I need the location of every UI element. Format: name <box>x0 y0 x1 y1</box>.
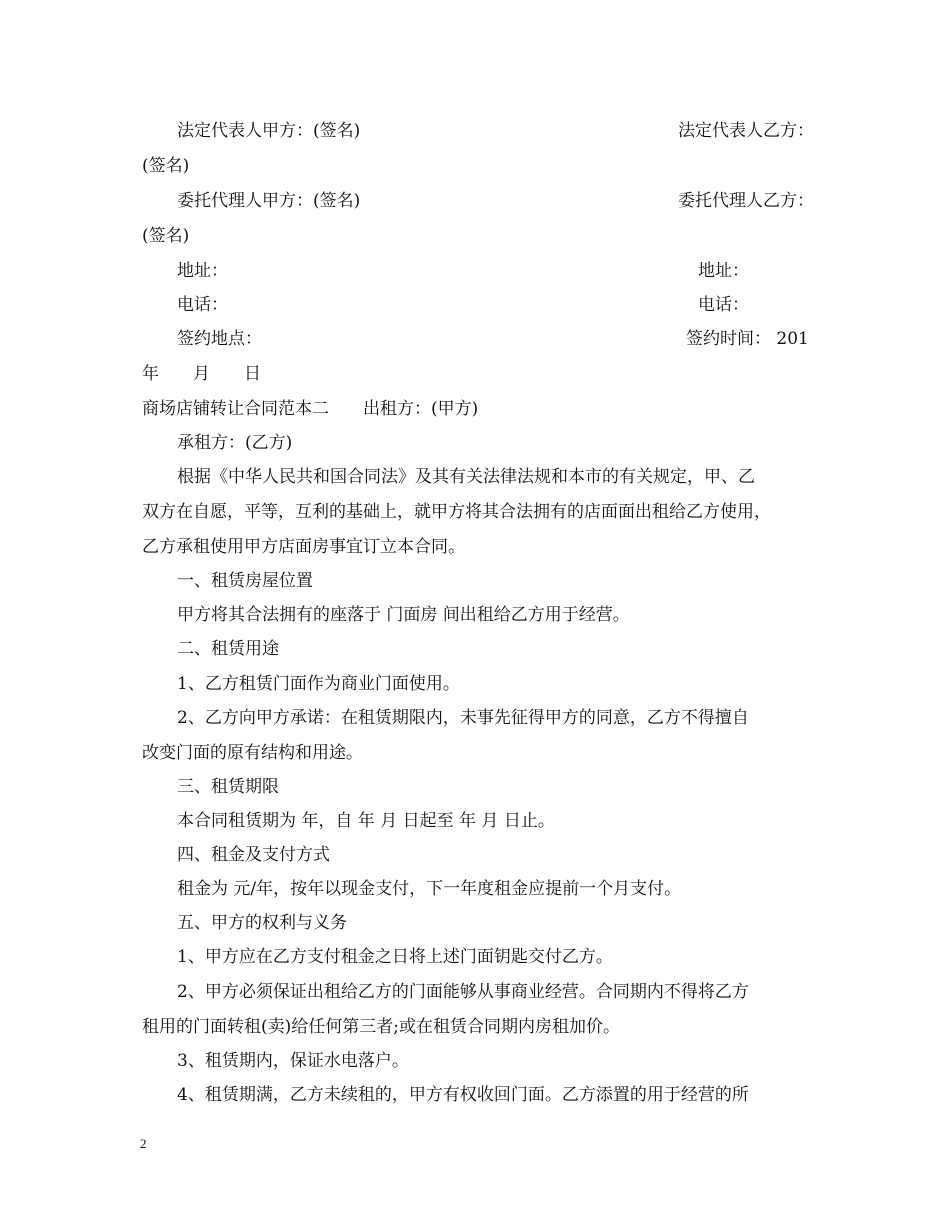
contract-intro-line: 双方在自愿，平等，互利的基础上，就甲方将其合法拥有的店面面出租给乙方使用， <box>142 502 771 522</box>
section-paragraph: 本合同租赁期为 年，自 年 月 日起至 年 月 日止。 <box>177 811 555 831</box>
section-paragraph: 租用的门面转租(卖)给任何第三者;或在租赁合同期内房租加价。 <box>142 1017 620 1037</box>
contract-intro-line: 根据《中华人民共和国合同法》及其有关法律法规和本市的有关规定，甲、乙 <box>177 467 755 487</box>
signature-phone-b: 电话： <box>698 295 749 315</box>
signature-rep-a: 法定代表人甲方：(签名) <box>177 121 361 141</box>
section-paragraph: 2、乙方向甲方承诺：在租赁期限内，未事先征得甲方的同意，乙方不得擅自 <box>177 708 749 728</box>
page-number: 2 <box>140 1136 147 1151</box>
section-paragraph: 3、租赁期内，保证水电落户。 <box>177 1051 409 1071</box>
signature-agent-b-cont: (签名) <box>142 226 190 246</box>
signature-time: 签约时间： 201 <box>686 329 809 349</box>
section-heading: 三、租赁期限 <box>177 777 279 797</box>
contract-intro-line: 乙方承租使用甲方店面房事宜订立本合同。 <box>142 537 465 557</box>
signature-address-b: 地址： <box>698 261 749 281</box>
signature-date: 年 月 日 <box>142 364 261 384</box>
section-heading: 二、租赁用途 <box>177 639 279 659</box>
section-paragraph: 1、甲方应在乙方支付租金之日将上述门面钥匙交付乙方。 <box>177 947 613 967</box>
section-paragraph: 甲方将其合法拥有的座落于 门面房 间出租给乙方用于经营。 <box>177 605 630 625</box>
section-heading: 四、租金及支付方式 <box>177 845 330 865</box>
section-paragraph: 改变门面的原有结构和用途。 <box>142 743 363 763</box>
signature-agent-b: 委托代理人乙方： <box>678 191 814 211</box>
section-paragraph: 2、甲方必须保证出租给乙方的门面能够从事商业经营。合同期内不得将乙方 <box>177 982 749 1002</box>
contract-tenant: 承租方：(乙方) <box>177 433 293 453</box>
contract-title: 商场店铺转让合同范本二 出租方：(甲方) <box>142 399 479 419</box>
section-paragraph: 4、租赁期满，乙方未续租的，甲方有权收回门面。乙方添置的用于经营的所 <box>177 1085 749 1105</box>
signature-place: 签约地点： <box>177 329 262 349</box>
section-heading: 五、甲方的权利与义务 <box>177 913 347 933</box>
signature-agent-a: 委托代理人甲方：(签名) <box>177 191 361 211</box>
signature-rep-b: 法定代表人乙方： <box>678 121 814 141</box>
signature-phone-a: 电话： <box>177 295 228 315</box>
signature-rep-b-cont: (签名) <box>142 156 190 176</box>
section-paragraph: 1、乙方租赁门面作为商业门面使用。 <box>177 674 460 694</box>
section-heading: 一、租赁房屋位置 <box>177 571 313 591</box>
section-paragraph: 租金为 元/年，按年以现金支付，下一年度租金应提前一个月支付。 <box>177 879 682 899</box>
signature-address-a: 地址： <box>177 261 228 281</box>
